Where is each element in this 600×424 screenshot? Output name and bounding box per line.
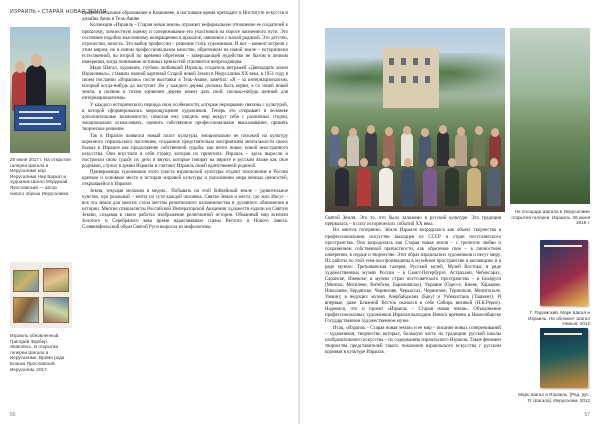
photo-person-head: [382, 158, 390, 167]
photo-person-woman-head: [15, 61, 25, 73]
photo-person: [335, 168, 349, 206]
photo-person-head: [439, 125, 447, 134]
photo-person-head: [385, 127, 393, 136]
building-window: [401, 58, 406, 65]
building-window: [413, 58, 418, 65]
photo-person-head: [349, 128, 357, 137]
photo-person-head: [470, 158, 478, 167]
photo-person-head: [421, 128, 429, 137]
paragraph: Итак, «Израиль – Старая новая земля» и ее мир – писание новых сопереживаний – художников, творчество которых, большую часть их традицию русской школы изобразительного искусства – по содержанию израильского Израиля. Такие феномен творчества представителей такого поколения израильского искусства с русским корнями в культуре Израиля.: [325, 325, 501, 355]
paragraph: Земля, текущая молоком и медом... Побывать на этой библейской земле – удивительное чувство, про реальный – мечта по сути каждой человека. Святая Земля и места, где жил Иисус – вся эта земля для многих стала местом религиозного паломничества и духовного обновления в истории. Многие специалисты Российской Императорской Академии художеств ездили на Святую Землю, создавая в своих работах изображение религиозной истории. Обманный мир вселили Золотого и Серебряного века время нарисовавших сцены Ветхого и Нового Завета. Славянофильский образ Святой Руси выросла из мифологемы: [82, 188, 288, 230]
building-window: [413, 76, 418, 83]
book-cover-chagall-israel: [540, 240, 588, 306]
photo-person-head: [360, 158, 368, 167]
paragraph: Коллекция «Израиль – Старая новая земля» отражает неформальное отношение ее создателей к прошлому, личностную оценку и сопереживание его участников на пороге жизненного пути. Это состояние подобно мысленному возвращению в прошлое, связанное с малой родиной. Это детство, отрочество, юность. Это выбор профессии – решение стать художником. И вот – момент встречи с этим миром, но в новом профессиональном качестве, обретенном на новой земле – исторически естественной, во второй по времени обретения – завершающей иудейство не бытом в личном измерении, когда понимание истинных ценностей становится непреходящим.: [82, 23, 288, 65]
page-number-right: 57: [584, 412, 590, 418]
building-window: [389, 76, 394, 83]
caption-paintings: Израиль обновленный. Григорий Фарбер. Живопись. В открытии галереи Шагала в Иерусалиме. Время рода Бланка Ярославской. Иерусалим. 2017.: [10, 333, 65, 372]
photo-person-mayor-head: [31, 54, 42, 67]
painting-thumbnail: [13, 270, 39, 292]
running-head-title: СТАРАЯ НОВАЯ ЗЕМЛЯ: [41, 9, 107, 15]
book-title-bar: [544, 245, 582, 247]
building-window: [425, 58, 430, 65]
photo-person-head: [491, 128, 499, 137]
photo-person-head: [448, 158, 456, 167]
building-window: [389, 58, 394, 65]
paragraph: Святой Земли. Это то, что было заложено в русской культуре. Эта традиция прервалась – в силу исторических событий ХХ века.: [325, 216, 501, 228]
photo-person-head: [331, 126, 339, 135]
photo-person-mayor: [26, 65, 46, 109]
photo-person-head: [403, 126, 411, 135]
photo-people-front-row: [325, 166, 505, 206]
paragraph: У каждого исторического периода свои особенности, которые неразрывно связаны с культурой, в которой сформировались мироощущение художников. Теперь это открывает в человеке дополнительные возможности, помогая ему увидеть мир вокруг себя с различных сторон, эмоционально осмысливать, оценить собственное профессиональное высказывание, принять творческое решение.: [82, 102, 288, 133]
photo-mayor-opening: [10, 27, 70, 153]
photo-people-back-row: [325, 126, 505, 166]
caption-book1: Г. Радомский. Марк Шагал и Израиль. На обложке: Шагал Немыя. 2012: [528, 310, 590, 327]
paragraph: Приверженцы художников этого пласта израильской культуры отдают поклонение в России крепкое и основное место в истории мировой культуры и пополнении мира вечных ценностей, открывшейся в Израиле.: [82, 170, 288, 188]
sign-line: [19, 123, 61, 125]
photo-person-head: [404, 158, 412, 167]
painting-thumbnail: [43, 268, 69, 292]
caption-glove: На площади Шагала в Иерусалиме открытия галереи. Израиль. 26 июня 2018 г.: [511, 209, 590, 226]
photo-building: [383, 48, 439, 108]
page-number-left: 56: [10, 412, 16, 418]
paragraph: Так в Израиле появился новый пласт культуры, эмоционально не похожий на культуру коренного израильского населения, созданное предстоятельно восприятием ментальности своих былых в Израиле как продолжение собственной судьбы, как нечто новое, новой иностранного искусства. Они впустили в себя страну, которая их приютила. Израиль – здесь выросли и построили свою судьбу их дети и внуки, которые говорят на иврите и русском языке как свое родными, служат в армии Израиля и считают Израиль своей единственной родиной.: [82, 133, 288, 169]
photo-glove-sculpture: [510, 28, 590, 204]
caption-book2: Марк Шагал и Израиль. [Ред. рус. Я. Шагала]. Иерусалим. 2012: [518, 392, 590, 403]
sign-line: [19, 117, 53, 119]
running-head-separator: •: [36, 9, 42, 15]
photo-person: [347, 134, 359, 166]
photo-person-head: [367, 125, 375, 134]
building-window: [425, 76, 430, 83]
paragraph: Марк Шагал, художник, глубоко любивший Израиль, создатель витражей «Двенадцать колен Израилевых», ставших иконой картиной Старой новой Земли в Иерусалима ХХ века, в 1951 году в своем послании «Израилю» после выставки в Тель-Авиве, заметил: «Я – за интернационализм, который когда-нибудь да наступит. Но у каждого дерева должны быть корни, а со своей новой земли, в полном и тихом единении дерево может дать свой, сколько-нибудь ценный для интернационализма».: [82, 66, 288, 102]
photo-person: [445, 168, 459, 206]
photo-person: [487, 168, 501, 206]
photo-street-sign: [14, 105, 66, 131]
photo-group-gathering: [325, 28, 505, 212]
photo-person: [401, 168, 415, 206]
running-head-section: ИЗРАИЛЬ: [10, 9, 37, 15]
paragraph: Но мнится потерянно. Земля Израиля возродилась как объект творчества в профессиональном искусстве выходцев из СССР и стран постсоветского пространства. Она возродилась как Старая новая земля – с трепетом любви и сохранением собственной причастности, как обретение свое – в личностном измерении, в сердце и творчестве. Этот образ израильских художников и несут миру. Их работы по этой теме воспроизведены в музейном пространстве и коллекциях и в ряде музеях: Третьяковская галерея, Русский музей, Музей Востока; в ряде художественных музеях России – в Санкт-Петербурге, Астрахани, Чебоксарах, Саранске, Ижевске; в музеях стран постсоветского пространства – в Беларуси (Минске, Могилеве, Витебске, Барановичах), Украине (Одессе, Киеве, Харькове, Николаеве, Бердянске, Чернигове, Черкассах, Чернигове, Тернополе, Мелитополе, Умани); в ведущих музеях Азербайджана (Баку) и Узбекистана (Ташкент). И впервые, даже Ближний Восток оказался в себе Сибирь великой (Н.К.Рерих). Надеемся, что и проект «Израиль – Старая новая земля». Объединение профессиональных художников Израиля выходцев Нового времени в Новосибирске Государственном художественном музее.: [325, 228, 501, 325]
paragraph: профессиональное образование в Кишиневе, в настоящее время преподает в Институте искусств и дизайна Авни в Тель-Авиве.: [82, 11, 288, 23]
photo-person: [455, 133, 467, 166]
photo-person-head: [457, 127, 465, 136]
painting-thumbnail: [43, 297, 69, 323]
sign-line: [19, 111, 59, 113]
book-title-bar: [544, 333, 582, 335]
caption-mayor: 28 июня 2017 г. На открытии галереи Шагала в Иерусалиме мэр Иерусалима Нир Баркат и художник Шагал Мордехай Ярославский — автор нового образа Иерусалима.: [10, 157, 71, 196]
photo-person: [423, 168, 437, 206]
left-body-text: [82, 11, 288, 231]
photo-person-head: [426, 158, 434, 167]
photo-person: [467, 168, 481, 206]
book-cover-chagall-israel-2: [540, 328, 588, 388]
painting-thumbnail: [13, 297, 39, 323]
photo-paintings: [10, 262, 72, 328]
photo-person-head: [475, 126, 483, 135]
building-window: [401, 76, 406, 83]
photo-person: [357, 168, 371, 206]
photo-person-head: [490, 158, 498, 167]
right-body-text: [325, 216, 501, 356]
photo-person: [379, 168, 393, 206]
photo-person-head: [338, 158, 346, 167]
